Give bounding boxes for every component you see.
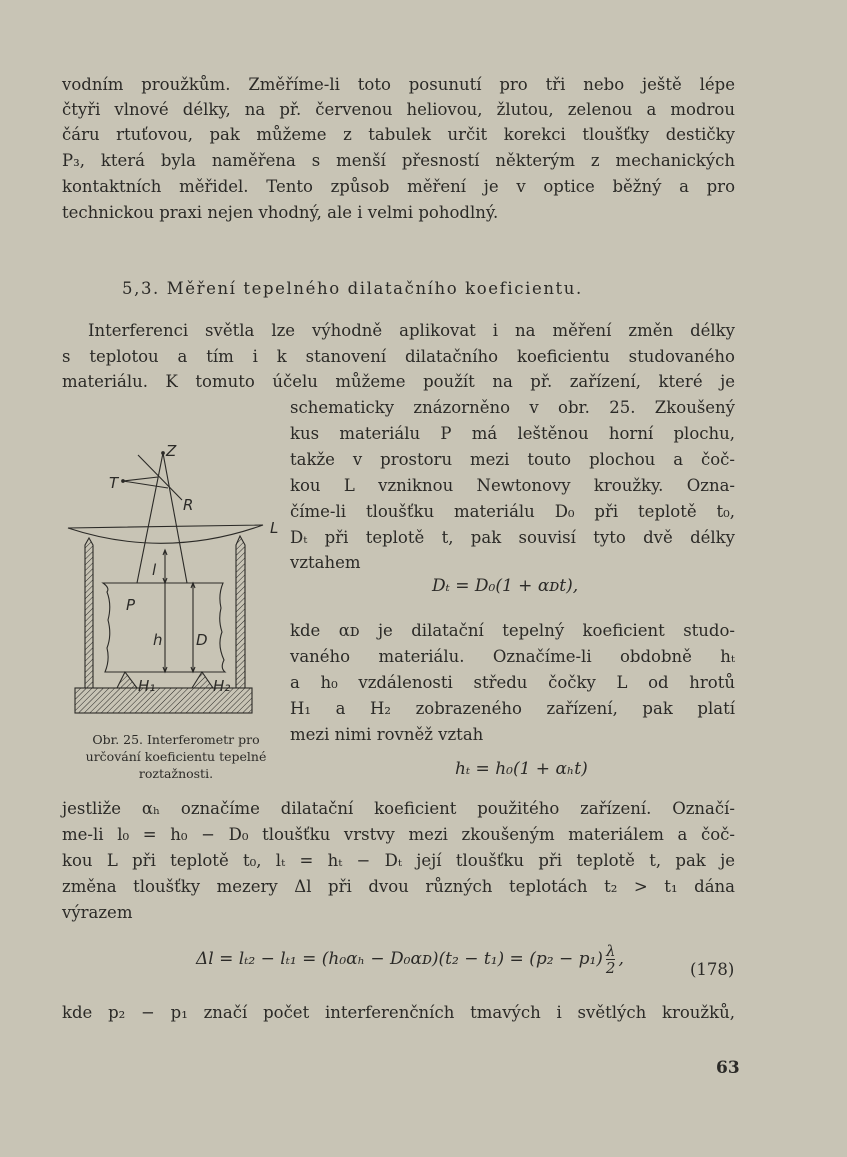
tip-H2 xyxy=(192,672,213,688)
text-line: číme-li tloušťku materiálu D₀ při teplotě t₀, xyxy=(290,502,735,521)
formula-dilatation-material: Dₜ = D₀(1 + αᴅt), xyxy=(432,576,579,596)
material-block-P xyxy=(103,583,225,672)
pillar-left xyxy=(85,538,93,688)
formula-dilatation-device: hₜ = h₀(1 + αₕt) xyxy=(455,759,588,779)
text-line: takže v prostoru mezi touto plochou a čoč- xyxy=(290,450,735,469)
ray-line xyxy=(137,453,163,583)
fraction xyxy=(606,943,616,976)
fraction-numerator: λ xyxy=(605,942,616,960)
pillar-right xyxy=(236,536,245,688)
label-T: T xyxy=(109,474,119,492)
text-line: schematicky znázorněno v obr. 25. Zkoušený xyxy=(290,398,735,417)
page-number: 63 xyxy=(716,1058,740,1078)
text-line: vodním proužkům. Změříme-li toto posunutí pro tři nebo ještě lépe xyxy=(62,75,735,94)
caption-line: určování koeficientu tepelné xyxy=(85,749,267,764)
text-line: mezi nimi rovněž vztah xyxy=(290,725,484,744)
text-line: kde p₂ − p₁ značí počet interferenčních tmavých i světlých kroužků, xyxy=(62,1003,735,1022)
section-heading: 5,3. Měření tepelného dilatačního koeficientu. xyxy=(122,279,583,298)
tip-H1 xyxy=(117,672,137,688)
caption-line: Obr. 25. Interferometr pro xyxy=(92,732,260,747)
caption-line: roztažnosti. xyxy=(138,766,214,781)
text-line: kde αᴅ je dilatační tepelný koeficient studo- xyxy=(290,621,735,640)
text-line: kou L vzniknou Newtonovy kroužky. Ozna- xyxy=(290,476,735,495)
lens-L xyxy=(68,525,263,543)
label-R: R xyxy=(183,496,194,514)
text-line: Interferenci světla lze výhodně aplikovat i na měření změn délky xyxy=(88,321,735,340)
text-line: vaného materiálu. Označíme-li obdobně hₜ xyxy=(290,647,735,666)
fraction-denominator: 2 xyxy=(605,959,616,977)
text-line: vztahem xyxy=(290,553,361,572)
text-line: s teplotou a tím i k stanovení dilatačního koeficientu studovaného xyxy=(62,347,735,366)
formula-main: Δl = lₜ₂ − lₜ₁ = (h₀αₕ − D₀αᴅ)(t₂ − t₁) = (p₂ − p₁) xyxy=(196,949,603,969)
text-line: výrazem xyxy=(62,903,133,922)
text-line: jestliže αₕ označíme dilatační koeficient použitého zařízení. Označí- xyxy=(62,799,735,818)
label-Z: Z xyxy=(166,442,177,460)
formula-tail: , xyxy=(618,949,624,969)
ray-line xyxy=(163,453,187,583)
text-line: me-li l₀ = h₀ − D₀ tloušťku vrstvy mezi zkoušeným materiálem a čoč- xyxy=(62,825,735,844)
text-line: P₃, která byla naměřena s menší přesností některým z mechanických xyxy=(62,151,735,170)
semi-mirror-R xyxy=(138,455,182,500)
label-h: h xyxy=(153,631,163,649)
label-H1: H₁ xyxy=(138,677,156,695)
text-line: čáru rtuťovou, pak můžeme z tabulek určit korekci tloušťky destičky xyxy=(62,125,735,144)
label-l: l xyxy=(152,561,157,579)
formula-178 xyxy=(196,943,624,976)
text-line: kou L při teplotě t₀, lₜ = hₜ − Dₜ její tloušťku při teplotě t, pak je xyxy=(62,851,735,870)
text-line: technickou praxi nejen vhodný, ale i velmi pohodlný. xyxy=(62,203,499,222)
text-line: změna tloušťky mezery Δl při dvou různých teplotách t₂ > t₁ dána xyxy=(62,877,735,896)
text-line: a h₀ vzdálenosti středu čočky L od hrotů xyxy=(290,673,735,692)
text-line: kus materiálu P má leštěnou horní plochu, xyxy=(290,424,735,443)
text-line: Dₜ při teplotě t, pak souvisí tyto dvě délky xyxy=(290,528,735,547)
equation-number: (178) xyxy=(690,960,735,979)
label-H2: H₂ xyxy=(213,677,231,695)
text-line: H₁ a H₂ zobrazeného zařízení, pak platí xyxy=(290,699,735,718)
text-line: materiálu. K tomuto účelu můžeme použít na př. zařízení, které je xyxy=(62,372,735,391)
text-line: čtyři vlnové délky, na př. červenou heliovou, žlutou, zelenou a modrou xyxy=(62,100,735,119)
text-line: kontaktních měřidel. Tento způsob měření je v optice běžný a pro xyxy=(62,177,735,196)
interferometer-figure xyxy=(60,420,300,720)
label-P: P xyxy=(126,596,136,614)
figure-caption xyxy=(60,731,292,782)
label-D: D xyxy=(196,631,208,649)
label-L: L xyxy=(270,519,279,537)
